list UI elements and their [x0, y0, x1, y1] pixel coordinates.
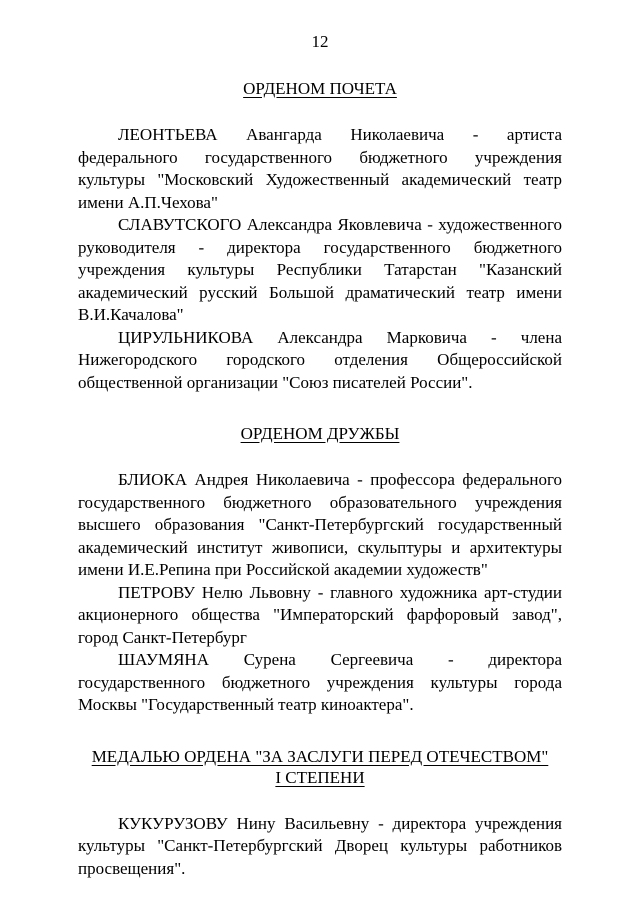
page-number: 12	[311, 32, 329, 51]
award-entry: БЛИОКА Андрея Николаевича - профессора федерального государственного бюджетного образовательного учреждения высшего образования "Санкт-Петербургский государственный академический институт живописи, скульптуры и архитектуры имени И.Е.Репина при Российской академии художеств"	[78, 470, 562, 579]
section-heading-degree	[78, 767, 562, 788]
heading-line: ОРДЕНОМ ПОЧЕТА	[243, 79, 397, 98]
section-heading	[78, 746, 562, 767]
award-entry: ЛЕОНТЬЕВА Авангарда Николаевича - артиста федерального государственного бюджетного учреждения культуры "Московский Художественный академический театр имени А.П.Чехова"	[78, 125, 562, 212]
section-order-of-friendship	[78, 423, 562, 717]
section-order-of-honour	[78, 78, 562, 394]
award-entry: КУКУРУЗОВУ Нину Васильевну - директора учреждения культуры "Санкт-Петербургский Дворец культуры работников просвещения".	[78, 813, 562, 878]
section-heading	[78, 78, 562, 99]
section-medal-merit-fatherland	[78, 746, 562, 881]
heading-line: МЕДАЛЬЮ ОРДЕНА "ЗА ЗАСЛУГИ ПЕРЕД ОТЕЧЕСТВОМ"	[91, 746, 549, 766]
award-entry: ПЕТРОВУ Нелю Львовну - главного художника арт-студии акционерного общества "Императорский фарфоровый завод", город Санкт-Петербург	[78, 582, 562, 647]
award-entry: ЦИРУЛЬНИКОВА Александра Марковича - члена Нижегородского городского отделения Общероссийской общественной организации "Союз писателей России".	[78, 327, 562, 392]
award-entry: ШАУМЯНА Сурена Сергеевича - директора государственного бюджетного учреждения культуры города Москвы "Государственный театр киноактера".	[78, 650, 562, 714]
section-heading	[78, 423, 562, 444]
document-body	[78, 78, 562, 880]
heading-line: ОРДЕНОМ ДРУЖБЫ	[240, 424, 400, 443]
award-entry: СЛАВУТСКОГО Александра Яковлевича - художественного руководителя - директора государственного бюджетного учреждения культуры Республики Татарстан "Казанский академический русский Большой драматический театр имени В.И.Качалова"	[78, 215, 562, 324]
heading-line: I СТЕПЕНИ	[275, 767, 365, 787]
